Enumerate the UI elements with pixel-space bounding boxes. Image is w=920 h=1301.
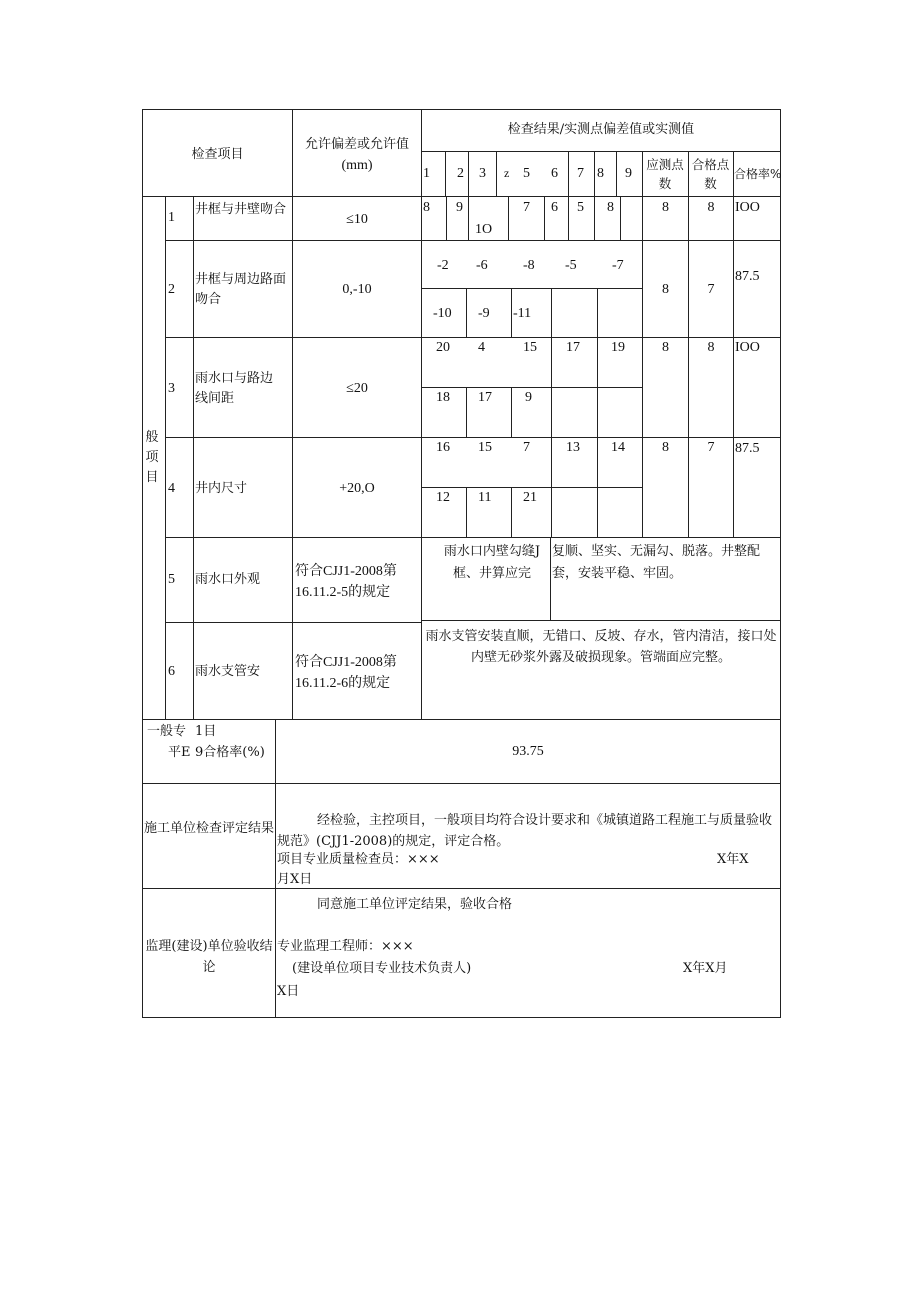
supervision-date: X年X月 <box>683 961 728 976</box>
row-2-name: 井框与周边路面吻合 <box>195 272 287 307</box>
header-tolerance-label: 允许偏差或允许值 <box>304 137 409 152</box>
row-3-value: 9 <box>525 390 532 405</box>
row-6-no: 6 <box>168 664 175 679</box>
row-2-rate: 87.5 <box>735 269 760 284</box>
row-3-value: 17 <box>566 340 580 355</box>
row-1-value: 8 <box>607 200 614 215</box>
row-4-value: 13 <box>566 440 580 455</box>
header-point-col: 5 <box>523 166 530 181</box>
section-label: 般项目 <box>145 430 159 485</box>
row-1-tolerance: ≤10 <box>346 212 368 227</box>
supervision-engineer: 专业监理工程师：××× <box>277 939 414 954</box>
row-6-name: 雨水支管安 <box>195 664 261 679</box>
row-4-value: 12 <box>436 490 450 505</box>
row-3-value: 17 <box>478 390 492 405</box>
construction-date: X年X <box>717 852 749 867</box>
supervision-text: 同意施工单位评定结果，验收合格 <box>317 897 513 912</box>
summary-label-c: 1目 <box>195 724 217 739</box>
row-6-desc: 雨水支管安装直顺，无错口、反坡、存水，管内清洁，接口处内壁无砂浆外露及破损现象。管端面应完整。 <box>425 629 777 665</box>
row-5-no: 5 <box>168 572 175 587</box>
row-5-desc-left: 雨水口内壁勾缝J框、井算应完 <box>443 544 541 581</box>
row-4-no: 4 <box>168 481 175 496</box>
row-1-value: 9 <box>456 200 463 215</box>
row-2-value: -10 <box>433 306 452 321</box>
row-3-name: 雨水口与路边线间距 <box>195 371 274 406</box>
header-point-col: 6 <box>551 166 558 181</box>
construction-label: 施工单位检查评定结果 <box>144 821 275 836</box>
row-4-tolerance: +20,O <box>339 481 375 496</box>
row-1-value: 5 <box>577 200 584 215</box>
summary-pass-rate: 93.75 <box>512 744 544 759</box>
header-point-col: 8 <box>597 166 604 181</box>
row-2-total: 8 <box>662 282 669 297</box>
row-3-value: 4 <box>478 340 485 355</box>
summary-label-b: 平E <box>168 745 191 760</box>
header-pass-rate: 合格率% <box>734 167 782 181</box>
header-point-col: 3 <box>479 166 486 181</box>
row-5-name: 雨水口外观 <box>195 572 261 587</box>
row-4-value: 7 <box>523 440 530 455</box>
header-point-col: 1 <box>423 166 430 181</box>
row-2-tolerance: 0,-10 <box>342 282 372 297</box>
row-3-value: 15 <box>523 340 537 355</box>
header-item-label: 检查项目 <box>191 147 244 162</box>
row-2-value: -6 <box>476 258 488 273</box>
row-2-no: 2 <box>168 282 175 297</box>
row-3-no: 3 <box>168 381 175 396</box>
row-4-name: 井内尺寸 <box>195 481 248 496</box>
row-2-value: -8 <box>523 258 535 273</box>
row-1-value: 7 <box>523 200 530 215</box>
row-3-value: 18 <box>436 390 450 405</box>
header-point-col: 2 <box>457 166 464 181</box>
row-3-value: 20 <box>436 340 450 355</box>
header-points-pass: 合格点数 <box>691 157 730 191</box>
row-5-desc-right: 复顺、坚实、无漏勾、脱落。井整配套，安装平稳、牢固。 <box>552 544 761 581</box>
row-1-value: 1O <box>475 222 493 237</box>
construction-inspector: 项目专业质量检查员：××× <box>277 852 440 867</box>
row-1-name: 井框与井壁吻合 <box>195 202 287 217</box>
row-1-no: 1 <box>168 210 175 225</box>
summary-label-a: 一般专 <box>147 724 187 739</box>
row-2-value: -7 <box>612 258 624 273</box>
row-3-tolerance: ≤20 <box>346 381 368 396</box>
row-4-rate: 87.5 <box>735 441 760 456</box>
row-2-value: -11 <box>513 306 532 321</box>
row-4-value: 11 <box>478 490 492 505</box>
row-4-total: 8 <box>662 440 669 455</box>
construction-text: 经检验，主控项目，一般项目均符合设计要求和《城镇道路工程施工与质量验收规范》(CJJ1-2008)的规定，评定合格。 <box>277 813 773 849</box>
row-2-value: -5 <box>565 258 577 273</box>
supervision-label: 监理(建设)单位验收结论 <box>145 939 273 975</box>
row-4-pass: 7 <box>707 440 715 455</box>
header-tolerance-unit: (mm) <box>341 158 373 173</box>
row-2-value: -9 <box>478 306 490 321</box>
row-6-tolerance: 符合CJJ1-2008第16.11.2-6的规定 <box>295 655 397 691</box>
header-point-col: 7 <box>577 166 584 181</box>
header-result-label: 检查结果/实测点偏差值或实测值 <box>507 122 695 137</box>
row-4-value: 16 <box>436 440 450 455</box>
header-point-col: 9 <box>625 166 632 181</box>
supervision-date: X日 <box>277 984 300 999</box>
header-points-total: 应测点数 <box>646 157 684 191</box>
row-3-total: 8 <box>662 340 669 355</box>
row-1-value: 6 <box>551 200 558 215</box>
construction-date: 月X日 <box>277 872 313 887</box>
row-4-value: 14 <box>611 440 625 455</box>
row-1-total: 8 <box>662 200 669 215</box>
row-1-value: 8 <box>423 200 430 215</box>
row-5-tolerance: 符合CJJ1-2008第16.11.2-5的规定 <box>295 564 397 600</box>
row-2-pass: 7 <box>707 282 715 297</box>
header-point-col: z <box>504 166 510 180</box>
row-1-pass: 8 <box>707 200 715 215</box>
row-2-value: -2 <box>437 258 449 273</box>
row-1-rate: IOO <box>735 200 760 215</box>
row-4-value: 15 <box>478 440 492 455</box>
row-3-pass: 8 <box>707 340 715 355</box>
row-4-value: 21 <box>523 490 537 505</box>
summary-label-d: 9合格率(%) <box>195 745 265 760</box>
supervision-owner: (建设单位项目专业技术负责人) <box>292 961 472 976</box>
row-3-rate: IOO <box>735 340 760 355</box>
row-3-value: 19 <box>611 340 625 355</box>
